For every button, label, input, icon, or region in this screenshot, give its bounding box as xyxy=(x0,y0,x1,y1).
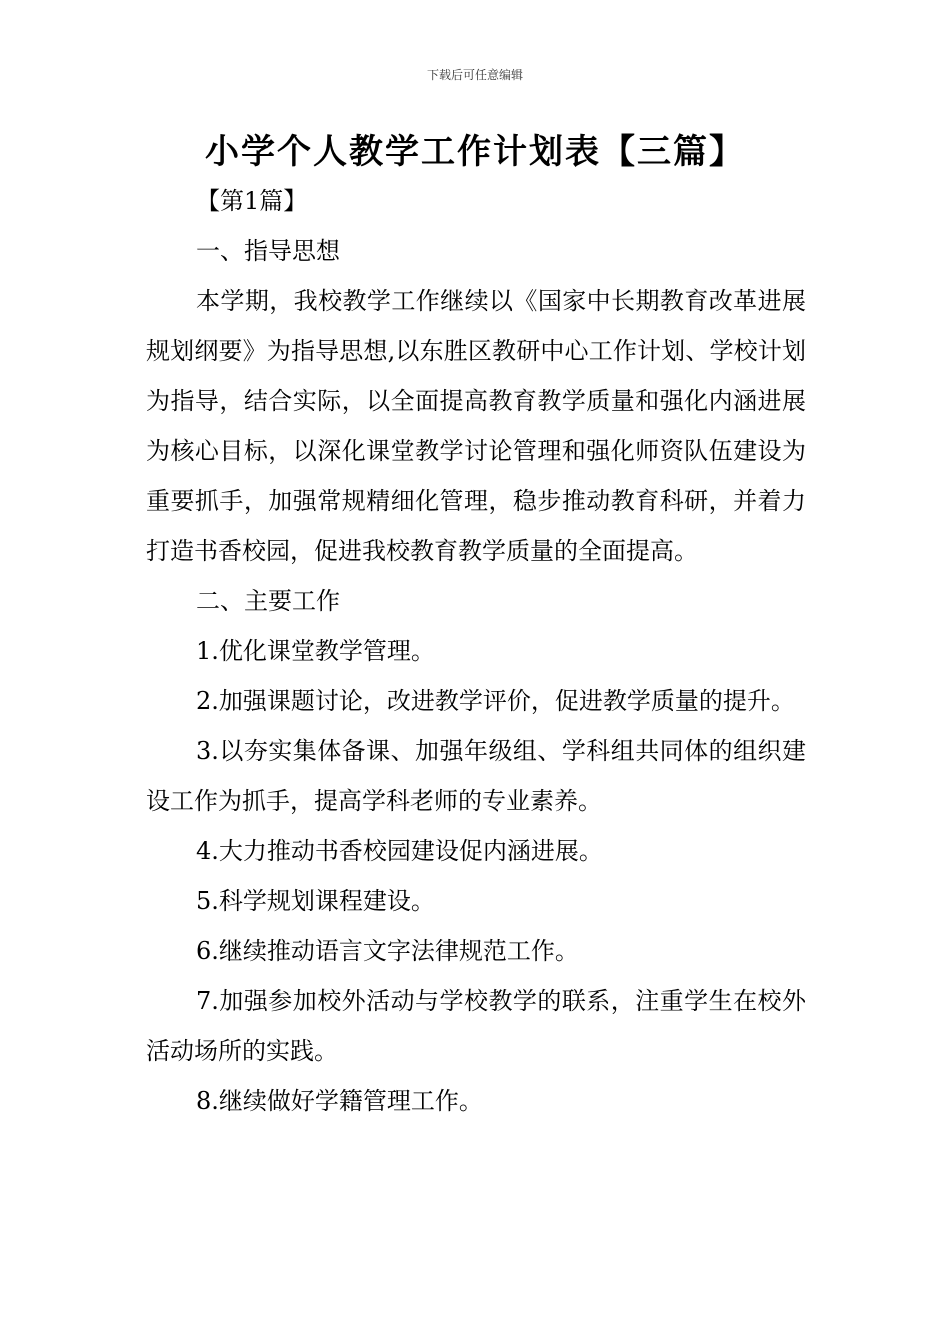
header-note: 下载后可任意编辑 xyxy=(426,68,523,82)
work-item-2: 2.加强课题讨论，改进教学评价，促进教学质量的提升。 xyxy=(196,687,795,715)
document-body xyxy=(146,176,806,1126)
work-item-8: 8.继续做好学籍管理工作。 xyxy=(196,1087,483,1115)
work-item-6: 6.继续推动语言文字法律规范工作。 xyxy=(196,937,579,965)
work-item-4: 4.大力推动书香校园建设促内涵进展。 xyxy=(196,837,603,865)
section-heading-main-work: 二、主要工作 xyxy=(196,587,340,615)
document-title: 小学个人教学工作计划表【三篇】 xyxy=(205,132,745,172)
part-label: 【第1篇】 xyxy=(196,187,308,215)
work-item-1: 1.优化课堂教学管理。 xyxy=(196,637,435,665)
guiding-thought-paragraph: 本学期，我校教学工作继续以《国家中长期教育改革进展规划纲要》为指导思想,以东胜区教研中心工作计划、学校计划为指导，结合实际，以全面提高教育教学质量和强化内涵进展为核心目标，以深化课堂教学讨论管理和强化师资队伍建设为重要抓手，加强常规精细化管理，稳步推动教育科研，并着力打造书香校园，促进我校教育教学质量的全面提高。 xyxy=(146,287,806,565)
work-item-3: 3.以夯实集体备课、加强年级组、学科组共同体的组织建设工作为抓手，提高学科老师的专业素养。 xyxy=(146,737,806,815)
work-item-7: 7.加强参加校外活动与学校教学的联系，注重学生在校外活动场所的实践。 xyxy=(146,987,806,1065)
section-heading-guiding-thought: 一、指导思想 xyxy=(196,237,340,265)
work-item-5: 5.科学规划课程建设。 xyxy=(196,887,435,915)
